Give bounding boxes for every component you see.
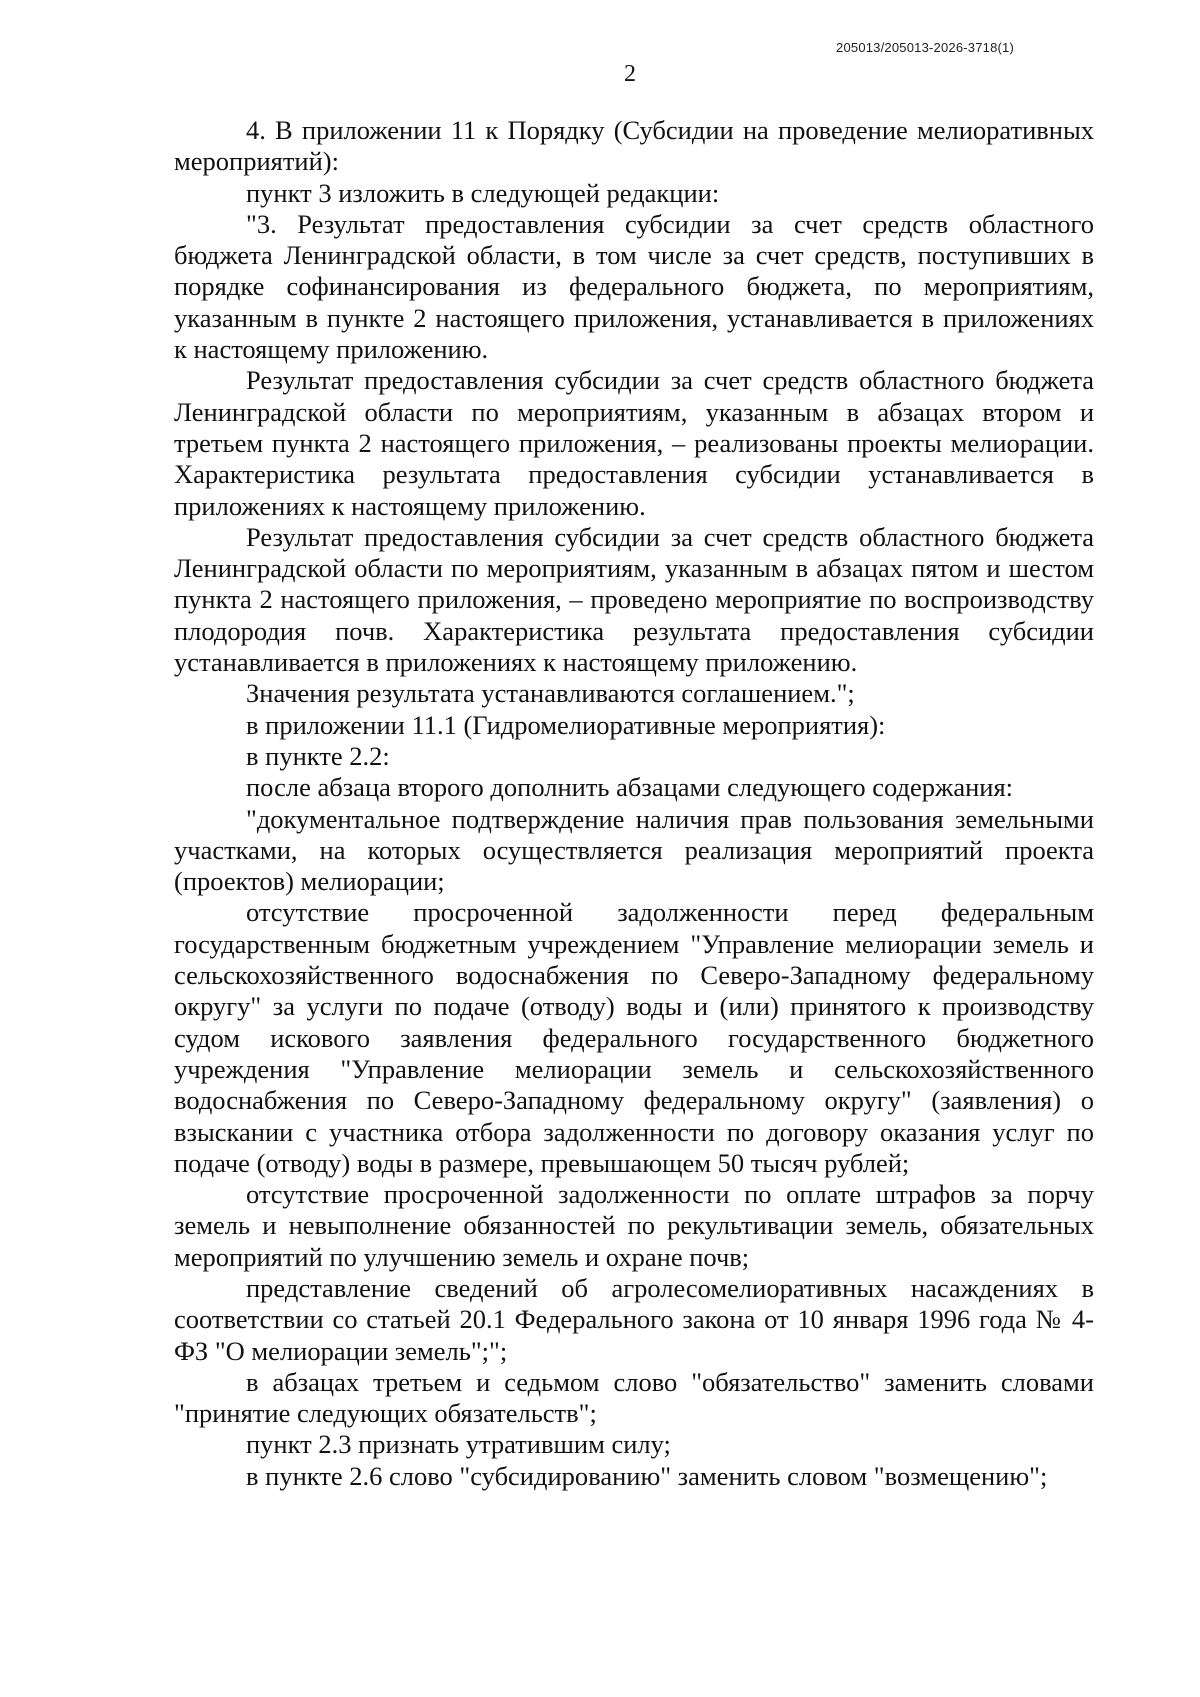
paragraph: Результат предоставления субсидии за счет средств областного бюджета Ленинградской области по мероприятиям, указанным в абзацах втором и третьем пункта 2 настоящего приложения, – реализованы проекты мелиорации. Характеристика результата предоставления субсидии устанавливается в приложениях к настоящему приложению.: [174, 365, 1094, 521]
paragraph: отсутствие просроченной задолженности перед федеральным государственным бюджетным учреждением "Управление мелиорации земель и сельскохозяйственного водоснабжения по Северо-Западному федеральному округу" за услуги по подаче (отводу) воды и (или) принятого к производству судом искового заявления федерального государственного бюджетного учреждения "Управление мелиорации земель и сельскохозяйственного водоснабжения по Северо-Западному федеральному округу" (заявления) о взыскании с участника отбора задолженности по договору оказания услуг по подаче (отводу) воды в размере, превышающем 50 тысяч рублей;: [174, 897, 1094, 1178]
paragraph: "3. Результат предоставления субсидии за счет средств областного бюджета Ленинградской области, в том числе за счет средств, поступивших в порядке софинансирования из федерального бюджета, по мероприятиям, указанным в пункте 2 настоящего приложения, устанавливается в приложениях к настоящему приложению.: [174, 208, 1094, 365]
document-body: [174, 115, 1094, 1492]
paragraph: пункт 2.3 признать утратившим силу;: [246, 1429, 671, 1460]
paragraph: в приложении 11.1 (Гидромелиоративные мероприятия):: [246, 709, 886, 740]
paragraph: Значения результата устанавливаются соглашением.";: [246, 678, 855, 709]
paragraph: в абзацах третьем и седьмом слово "обязательство" заменить словами "принятие следующих обязательств";: [174, 1366, 1094, 1429]
paragraph: в пункте 2.6 слово "субсидированию" заменить словом "возмещению";: [246, 1460, 1048, 1491]
paragraph: "документальное подтверждение наличия прав пользования земельными участками, на которых осуществляется реализация мероприятий проекта (проектов) мелиорации;: [174, 803, 1094, 897]
paragraph: представление сведений об агролесомелиоративных насаждениях в соответствии со статьей 20.1 Федерального закона от 10 января 1996 года № 4-ФЗ "О мелиорации земель";";: [174, 1272, 1094, 1366]
paragraph: отсутствие просроченной задолженности по оплате штрафов за порчу земель и невыполнение обязанностей по рекультивации земель, обязательных мероприятий по улучшению земель и охране почв;: [174, 1179, 1094, 1272]
paragraph: пункт 3 изложить в следующей редакции:: [246, 177, 720, 208]
paragraph: после абзаца второго дополнить абзацами следующего содержания:: [246, 772, 1014, 803]
paragraph: 4. В приложении 11 к Порядку (Субсидии на проведение мелиоративных мероприятий):: [174, 115, 1094, 177]
paragraph: Результат предоставления субсидии за счет средств областного бюджета Ленинградской области по мероприятиям, указанным в абзацах пятом и шестом пункта 2 настоящего приложения, – проведено мероприятие по воспроизводству плодородия почв. Характеристика результата предоставления субсидии устанавливается в приложениях к настоящему приложению.: [174, 521, 1094, 678]
paragraph: в пункте 2.2:: [246, 740, 390, 771]
page-number: 2: [624, 61, 636, 87]
document-id: 205013/205013-2026-3718(1): [836, 40, 1014, 55]
